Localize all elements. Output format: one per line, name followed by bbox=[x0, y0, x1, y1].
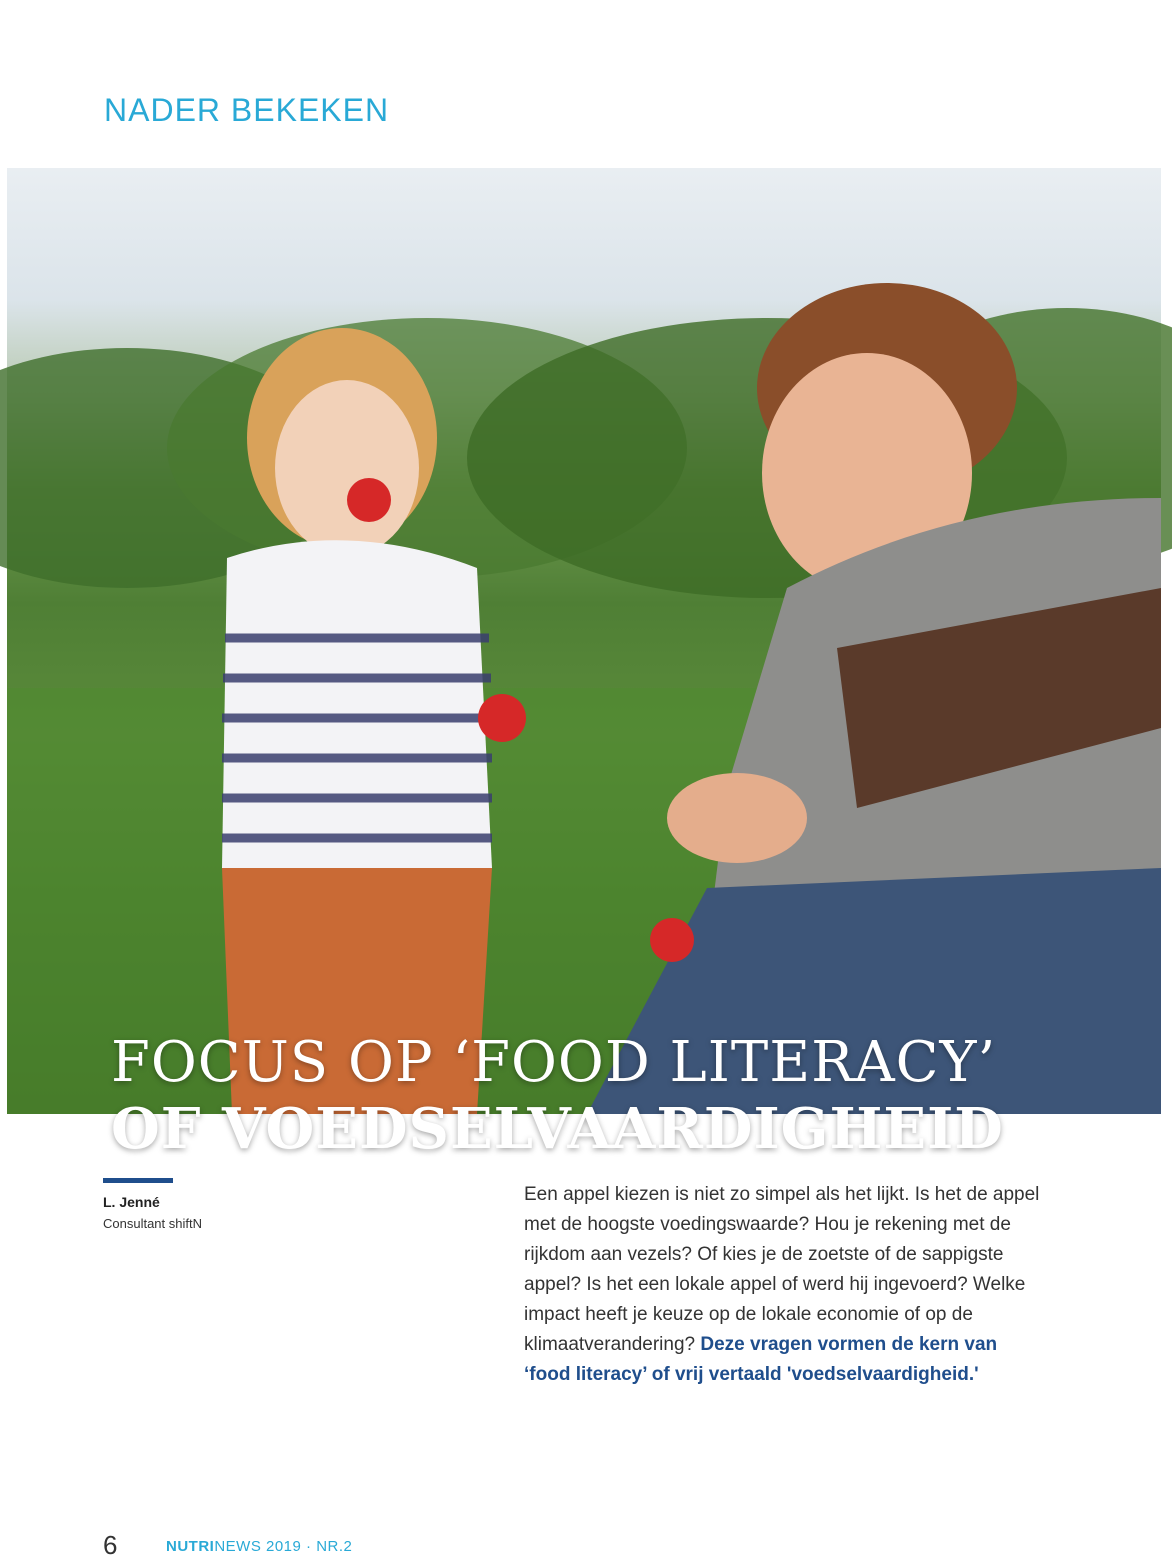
hero-photo bbox=[7, 168, 1161, 1162]
magazine-brand: NUTRI bbox=[166, 1538, 215, 1555]
section-label: NADER BEKEKEN bbox=[104, 92, 390, 128]
intro-paragraph bbox=[524, 1180, 1044, 1390]
intro-emphasis: Deze vragen vormen de kern van ‘food literacy’ of vrij vertaald 'voedselvaardigheid.' bbox=[524, 1334, 998, 1385]
magazine-footer bbox=[166, 1538, 352, 1555]
hero-illustration bbox=[7, 168, 1161, 1114]
headline-line-2: OF VOEDSELVAARDIGHEID bbox=[111, 1096, 1004, 1162]
headline-line-1: FOCUS OP ‘FOOD LITERACY’ bbox=[111, 1030, 997, 1095]
author-role: Consultant shiftN bbox=[103, 1216, 202, 1231]
magazine-issue: NEWS 2019 · NR.2 bbox=[214, 1538, 353, 1555]
page-number: 6 bbox=[103, 1530, 118, 1560]
headline bbox=[111, 1030, 1004, 1162]
author-divider bbox=[103, 1178, 173, 1183]
author-name: L. Jenné bbox=[103, 1194, 160, 1210]
intro-text: Een appel kiezen is niet zo simpel als het lijkt. Is het de appel met de hoogste voedingswaarde? Hou je rekening met de rijkdom aan vezels? Of kies je de zoetste of de sappigste appel? Is het een lokale appel of werd hij ingevoerd? Welke impact heeft je keuze op de lokale economie of op de klimaatverandering? bbox=[524, 1184, 1040, 1355]
